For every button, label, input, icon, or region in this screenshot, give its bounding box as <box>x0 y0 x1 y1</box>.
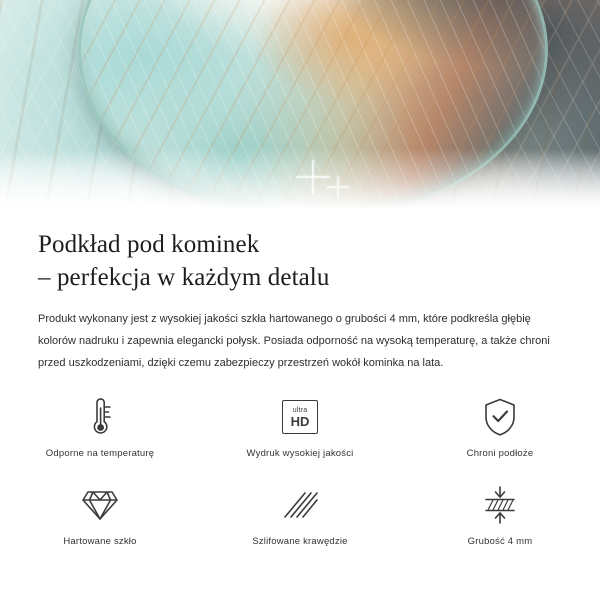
feature-item-tempered-glass <box>0 482 200 560</box>
feature-item-surface-protection <box>400 394 600 472</box>
feature-label: Wydruk wysokiej jakości <box>246 448 354 459</box>
description-paragraph: Produkt wykonany jest z wysokiej jakości szkła hartowanego o grubości 4 mm, które podkreśla głębię kolorów nadruku i zapewnia elegancki połysk. Posiada odporność na wysoką temperaturę, a także chroni przed uszkodzeniami, dzięki czemu zabezpieczy przestrzeń wokół kominka na lata. <box>38 313 550 369</box>
hero-bottom-fade <box>0 148 600 218</box>
hero-image <box>0 0 600 218</box>
thermometer-icon <box>83 394 117 440</box>
feature-label: Hartowane szkło <box>63 536 137 547</box>
ultra-hd-badge-top: ultra <box>292 406 308 414</box>
thickness-arrows-icon <box>480 482 520 528</box>
headline-line-2: – perfekcja w każdym detalu <box>38 264 330 291</box>
feature-label: Odporne na temperaturę <box>45 448 155 459</box>
feature-item-polished-edges <box>200 482 400 560</box>
page-title <box>38 228 600 294</box>
feature-item-temperature <box>0 394 200 472</box>
feature-label: Grubość 4 mm <box>467 536 533 547</box>
feature-item-print-quality <box>200 394 400 472</box>
diamond-icon <box>80 482 120 528</box>
headline-line-1: Podkład pod kominek <box>38 231 260 258</box>
feature-item-thickness <box>400 482 600 560</box>
ultra-hd-badge-bottom: HD <box>290 413 310 429</box>
feature-label: Chroni podłoże <box>466 448 534 459</box>
feature-grid <box>0 394 600 560</box>
shield-check-icon <box>481 394 519 440</box>
polished-edges-icon <box>280 482 320 528</box>
ultra-hd-icon <box>282 394 318 440</box>
text-content <box>0 228 600 374</box>
feature-label: Szlifowane krawędzie <box>252 536 348 547</box>
